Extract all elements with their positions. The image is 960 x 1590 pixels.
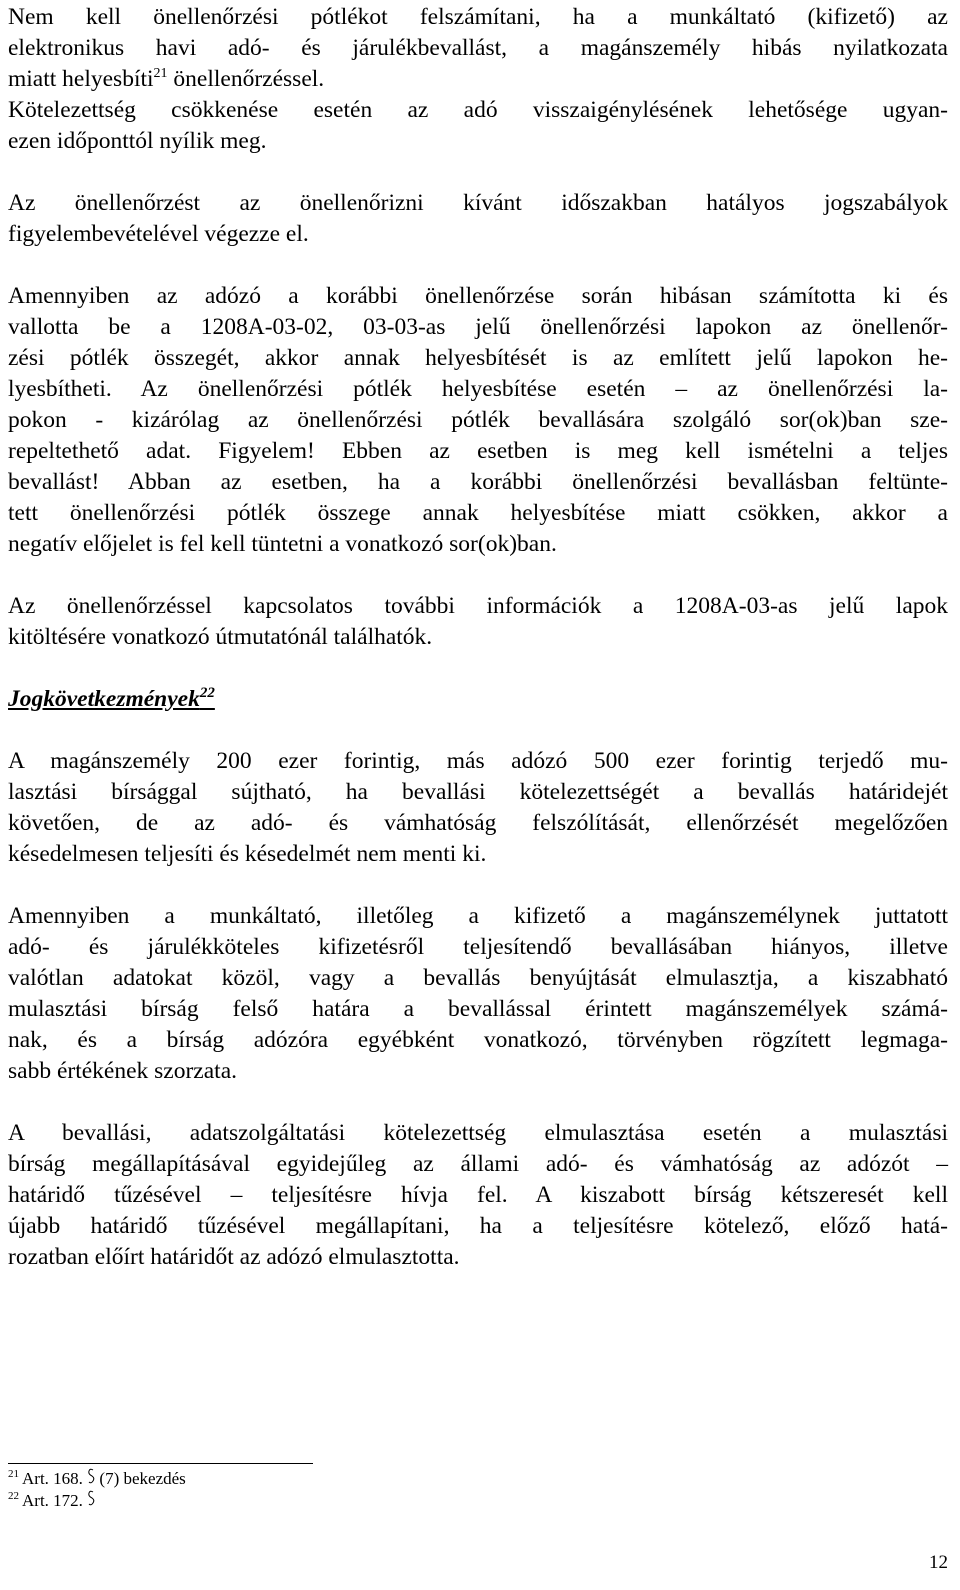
text-line: Az önellenőrzést az önellenőrizni kívánt időszakban hatályos jogszabályok — [8, 190, 948, 216]
text-line: követően, de az adó- és vámhatóság felszólítását, ellenőrzését megelőzően — [8, 810, 948, 836]
text-line: pokon - kizárólag az önellenőrzési pótlék bevallására szolgáló sor(ok)ban sze- — [8, 407, 948, 433]
footnote-separator — [8, 1463, 313, 1464]
text-line: adó- és járulékköteles kifizetésről teljesítendő bevallásában hiányos, illetve — [8, 934, 948, 960]
footnote-22: $^{22}$ Art. 172. — [8, 1490, 186, 1512]
text-line: zési pótlék összegét, akkor annak helyesbítését is az említett jelű lapokon he- — [8, 345, 948, 371]
text-line: A bevallási, adatszolgáltatási kötelezettség elmulasztása esetén a mulasztási — [8, 1120, 948, 1146]
paragraph-employer-fine — [8, 901, 948, 1087]
text-line: repeltethető adat. Figyelem! Ebben az esetben is meg kell ismételni a teljes — [8, 438, 948, 464]
text-line: határidő tűzésével – teljesítésre hívja fel. A kiszabott bírság kétszeresét kell — [8, 1182, 948, 1208]
paragraph-applicable-law — [8, 188, 948, 250]
text-line: miatt helyesbíti$^{21}$ önellenőrzéssel. — [8, 66, 325, 92]
paragraph-self-revision-surcharge — [8, 2, 948, 157]
text-line: negatív előjelet is fel kell tüntetni a vonatkozó sor(ok)ban. — [8, 531, 557, 557]
text-line: lyesbítheti. Az önellenőrzési pótlék helyesbítése esetén – az önellenőrzési la- — [8, 376, 948, 402]
text-line: nak, és a bírság adózóra egyébként vonatkozó, törvényben rögzített legmaga- — [8, 1027, 948, 1053]
text-line: újabb határidő tűzésével megállapítani, ha a teljesítésre kötelező, előző hatá- — [8, 1213, 948, 1239]
paragraph-surcharge-correction — [8, 281, 948, 560]
text-line: Kötelezettség csökkenése esetén az adó visszaigénylésének lehetősége ugyan- — [8, 97, 948, 123]
document-page — [8, 2, 948, 1273]
text-line: bevallást! Abban az esetben, ha a korábbi önellenőrzési bevallásban feltünte- — [8, 469, 948, 495]
text-line: Amennyiben az adózó a korábbi önellenőrzése során hibásan számította ki és — [8, 283, 948, 309]
section-heading: Jogkövetkezmények$^{22}$ — [8, 685, 215, 712]
page-number: 12 — [929, 1552, 948, 1573]
text-line: vallotta be a 1208A-03-02, 03-03-as jelű önellenőrzési lapokon az önellenőr- — [8, 314, 948, 340]
text-line: bírság megállapításával egyidejűleg az állami adó- és vámhatóság az adózót – — [8, 1151, 948, 1177]
text-line: késedelmesen teljesíti és késedelmét nem menti ki. — [8, 841, 487, 867]
section-sign-icon — [87, 1468, 95, 1484]
text-line: mulasztási bírság felső határa a bevallással érintett magánszemélyek számá- — [8, 996, 948, 1022]
text-line: A magánszemély 200 ezer forintig, más adózó 500 ezer forintig terjedő mu- — [8, 748, 948, 774]
text-line: Nem kell önellenőrzési pótlékot felszámítani, ha a munkáltató (kifizető) az — [8, 4, 948, 30]
text-line: tett önellenőrzési pótlék összege annak helyesbítése miatt csökken, akkor a — [8, 500, 948, 526]
text-line: ezen időponttól nyílik meg. — [8, 128, 267, 154]
paragraph-default-fine — [8, 746, 948, 870]
text-line: rozatban előírt határidőt az adózó elmulasztotta. — [8, 1244, 460, 1270]
footnote-ref-21[interactable]: 21 — [153, 66, 168, 82]
text-line: Amennyiben a munkáltató, illetőleg a kifizető a magánszemélynek juttatott — [8, 903, 948, 929]
footnote-ref-22[interactable]: 22 — [199, 685, 215, 702]
paragraph-further-info — [8, 591, 948, 653]
text-line: elektronikus havi adó- és járulékbevallást, a magánszemély hibás nyilatkozata — [8, 35, 948, 61]
section-sign-icon — [87, 1490, 95, 1506]
footnotes — [8, 1468, 186, 1512]
footnote-21: $^{21}$ Art. 168. (7) bekezdés — [8, 1468, 186, 1488]
text-line: lasztási bírsággal sújtható, ha bevallási kötelezettségét a bevallás határidejét — [8, 779, 948, 805]
paragraph-double-fine — [8, 1118, 948, 1273]
text-line: valótlan adatokat közöl, vagy a bevallás benyújtását elmulasztja, a kiszabható — [8, 965, 948, 991]
text-line: figyelembevételével végezze el. — [8, 221, 309, 247]
text-line: kitöltésére vonatkozó útmutatónál találhatók. — [8, 624, 433, 650]
text-line: Az önellenőrzéssel kapcsolatos további információk a 1208A-03-as jelű lapok — [8, 593, 948, 619]
text-line: sabb értékének szorzata. — [8, 1058, 237, 1084]
